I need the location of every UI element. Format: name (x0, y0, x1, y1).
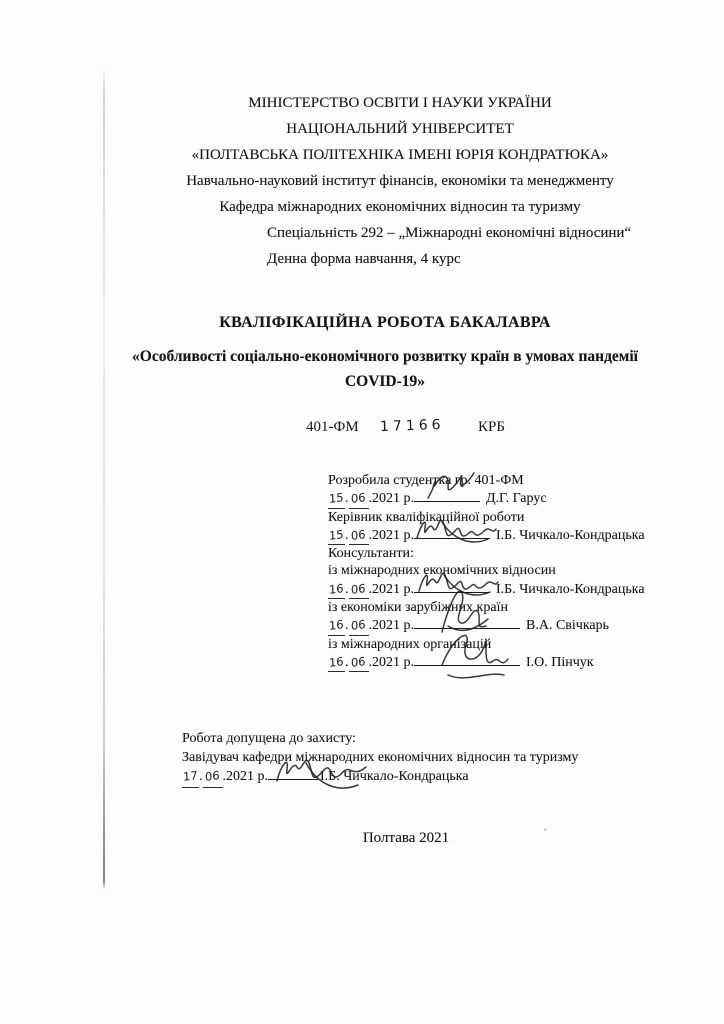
consultant1-signature-row (328, 580, 708, 599)
developer-signature-row (328, 489, 708, 508)
admission-block (182, 730, 702, 788)
consultant3-label: із міжнародних організацій (328, 636, 492, 652)
handwritten-day-slot: 17 (182, 767, 199, 788)
supervisor-label: Керівник кваліфікаційної роботи (328, 509, 525, 525)
institution-header (76, 90, 724, 220)
handwritten-day-slot: 16 (328, 654, 345, 672)
signer-name: І.Б. Чичкало-Кондрацька (496, 581, 645, 597)
date-suffix: .2021 р. (368, 491, 414, 507)
city-year-footer: Полтава 2021 (362, 830, 450, 846)
developer-label: Розробила студентка гр. 401-ФМ (328, 473, 524, 488)
signature-scribble-icon (414, 506, 498, 550)
work-type-title: КВАЛІФІКАЦІЙНА РОБОТА БАКАЛАВРА (219, 314, 551, 331)
handwritten-month-slot: 06 (203, 767, 223, 788)
university-line: НАЦІОНАЛЬНИЙ УНІВЕРСИТЕТ (286, 121, 514, 137)
thesis-title-block (46, 312, 724, 394)
signer-name: В.А. Свічкарь (526, 618, 610, 634)
date-separator: . (199, 769, 203, 785)
date-separator: . (345, 654, 349, 670)
date-suffix: .2021 р. (368, 581, 414, 597)
date-separator: . (345, 618, 349, 634)
signature-scribble-icon (272, 747, 372, 795)
date-separator: . (345, 491, 349, 507)
date-separator: . (345, 527, 349, 543)
signature-line (414, 526, 490, 539)
handwritten-month-slot: 06 (349, 527, 369, 545)
date-suffix: .2021 р. (368, 527, 414, 543)
signer-name: І.О. Пінчук (526, 654, 594, 670)
date-separator: . (345, 581, 349, 597)
admission-line2: Завідувач кафедри міжнародних економічних відносин та туризму (182, 749, 579, 765)
handwritten-day-slot: 15 (328, 527, 345, 545)
signature-line (414, 653, 520, 666)
supervisor-signature-row (328, 526, 708, 545)
specialty-line: Спеціальність 292 – „Міжнародні економічні відносини“ (267, 225, 632, 241)
consultant3-signature-row (328, 653, 708, 672)
department-line: Кафедра міжнародних економічних відносин та туризму (219, 199, 581, 215)
date-suffix: .2021 р. (368, 654, 414, 670)
handwritten-month-slot: 06 (349, 617, 369, 635)
admission-signature-row (182, 767, 702, 788)
consultant2-signature-row (328, 616, 708, 635)
group-code: 401-ФМ (306, 419, 359, 435)
consultants-label: Консультанти: (328, 546, 414, 562)
code-row (0, 416, 724, 445)
date-suffix: .2021 р. (222, 769, 268, 785)
signature-line (414, 489, 480, 502)
admission-line1: Робота допущена до захисту: (182, 731, 356, 746)
handwritten-day-slot: 15 (328, 490, 345, 508)
signer-name: І.Б. Чичкало-Кондрацька (320, 769, 469, 785)
handwritten-number: 17166 (379, 416, 445, 436)
signatures-block (328, 472, 708, 672)
university-name-line: «ПОЛТАВСЬКА ПОЛІТЕХНІКА ІМЕНІ ЮРІЯ КОНДРАТЮКА» (191, 147, 609, 163)
study-form-line: Денна форма навчання, 4 курс (267, 251, 461, 267)
program-info (267, 220, 631, 272)
institute-line: Навчально-науковий інститут фінансів, економіки та менеджменту (186, 173, 614, 189)
signature-scribble-icon (432, 623, 510, 679)
ministry-line: МІНІСТЕРСТВО ОСВІТИ І НАУКИ УКРАЇНИ (248, 95, 552, 111)
thesis-topic: «Особливості соціально-економічного розвитку країн в умовах пандемії COVID-19» (132, 348, 638, 390)
consultant1-label: із міжнародних економічних відносин (328, 563, 556, 579)
handwritten-month-slot: 06 (349, 654, 369, 672)
consultant2-label: із економіки зарубіжних країн (328, 600, 508, 616)
signature-scribble-icon (420, 464, 476, 506)
handwritten-day-slot: 16 (328, 581, 345, 599)
signature-line (268, 767, 318, 780)
date-suffix: .2021 р. (368, 618, 414, 634)
handwritten-day-slot: 16 (328, 617, 345, 635)
handwritten-month-slot: 06 (349, 581, 369, 599)
signer-name: І.Б. Чичкало-Кондрацька (496, 527, 645, 543)
krb-label: КРБ (478, 419, 505, 435)
signer-name: Д.Г. Гарус (486, 491, 547, 507)
handwritten-month-slot: 06 (349, 490, 369, 508)
